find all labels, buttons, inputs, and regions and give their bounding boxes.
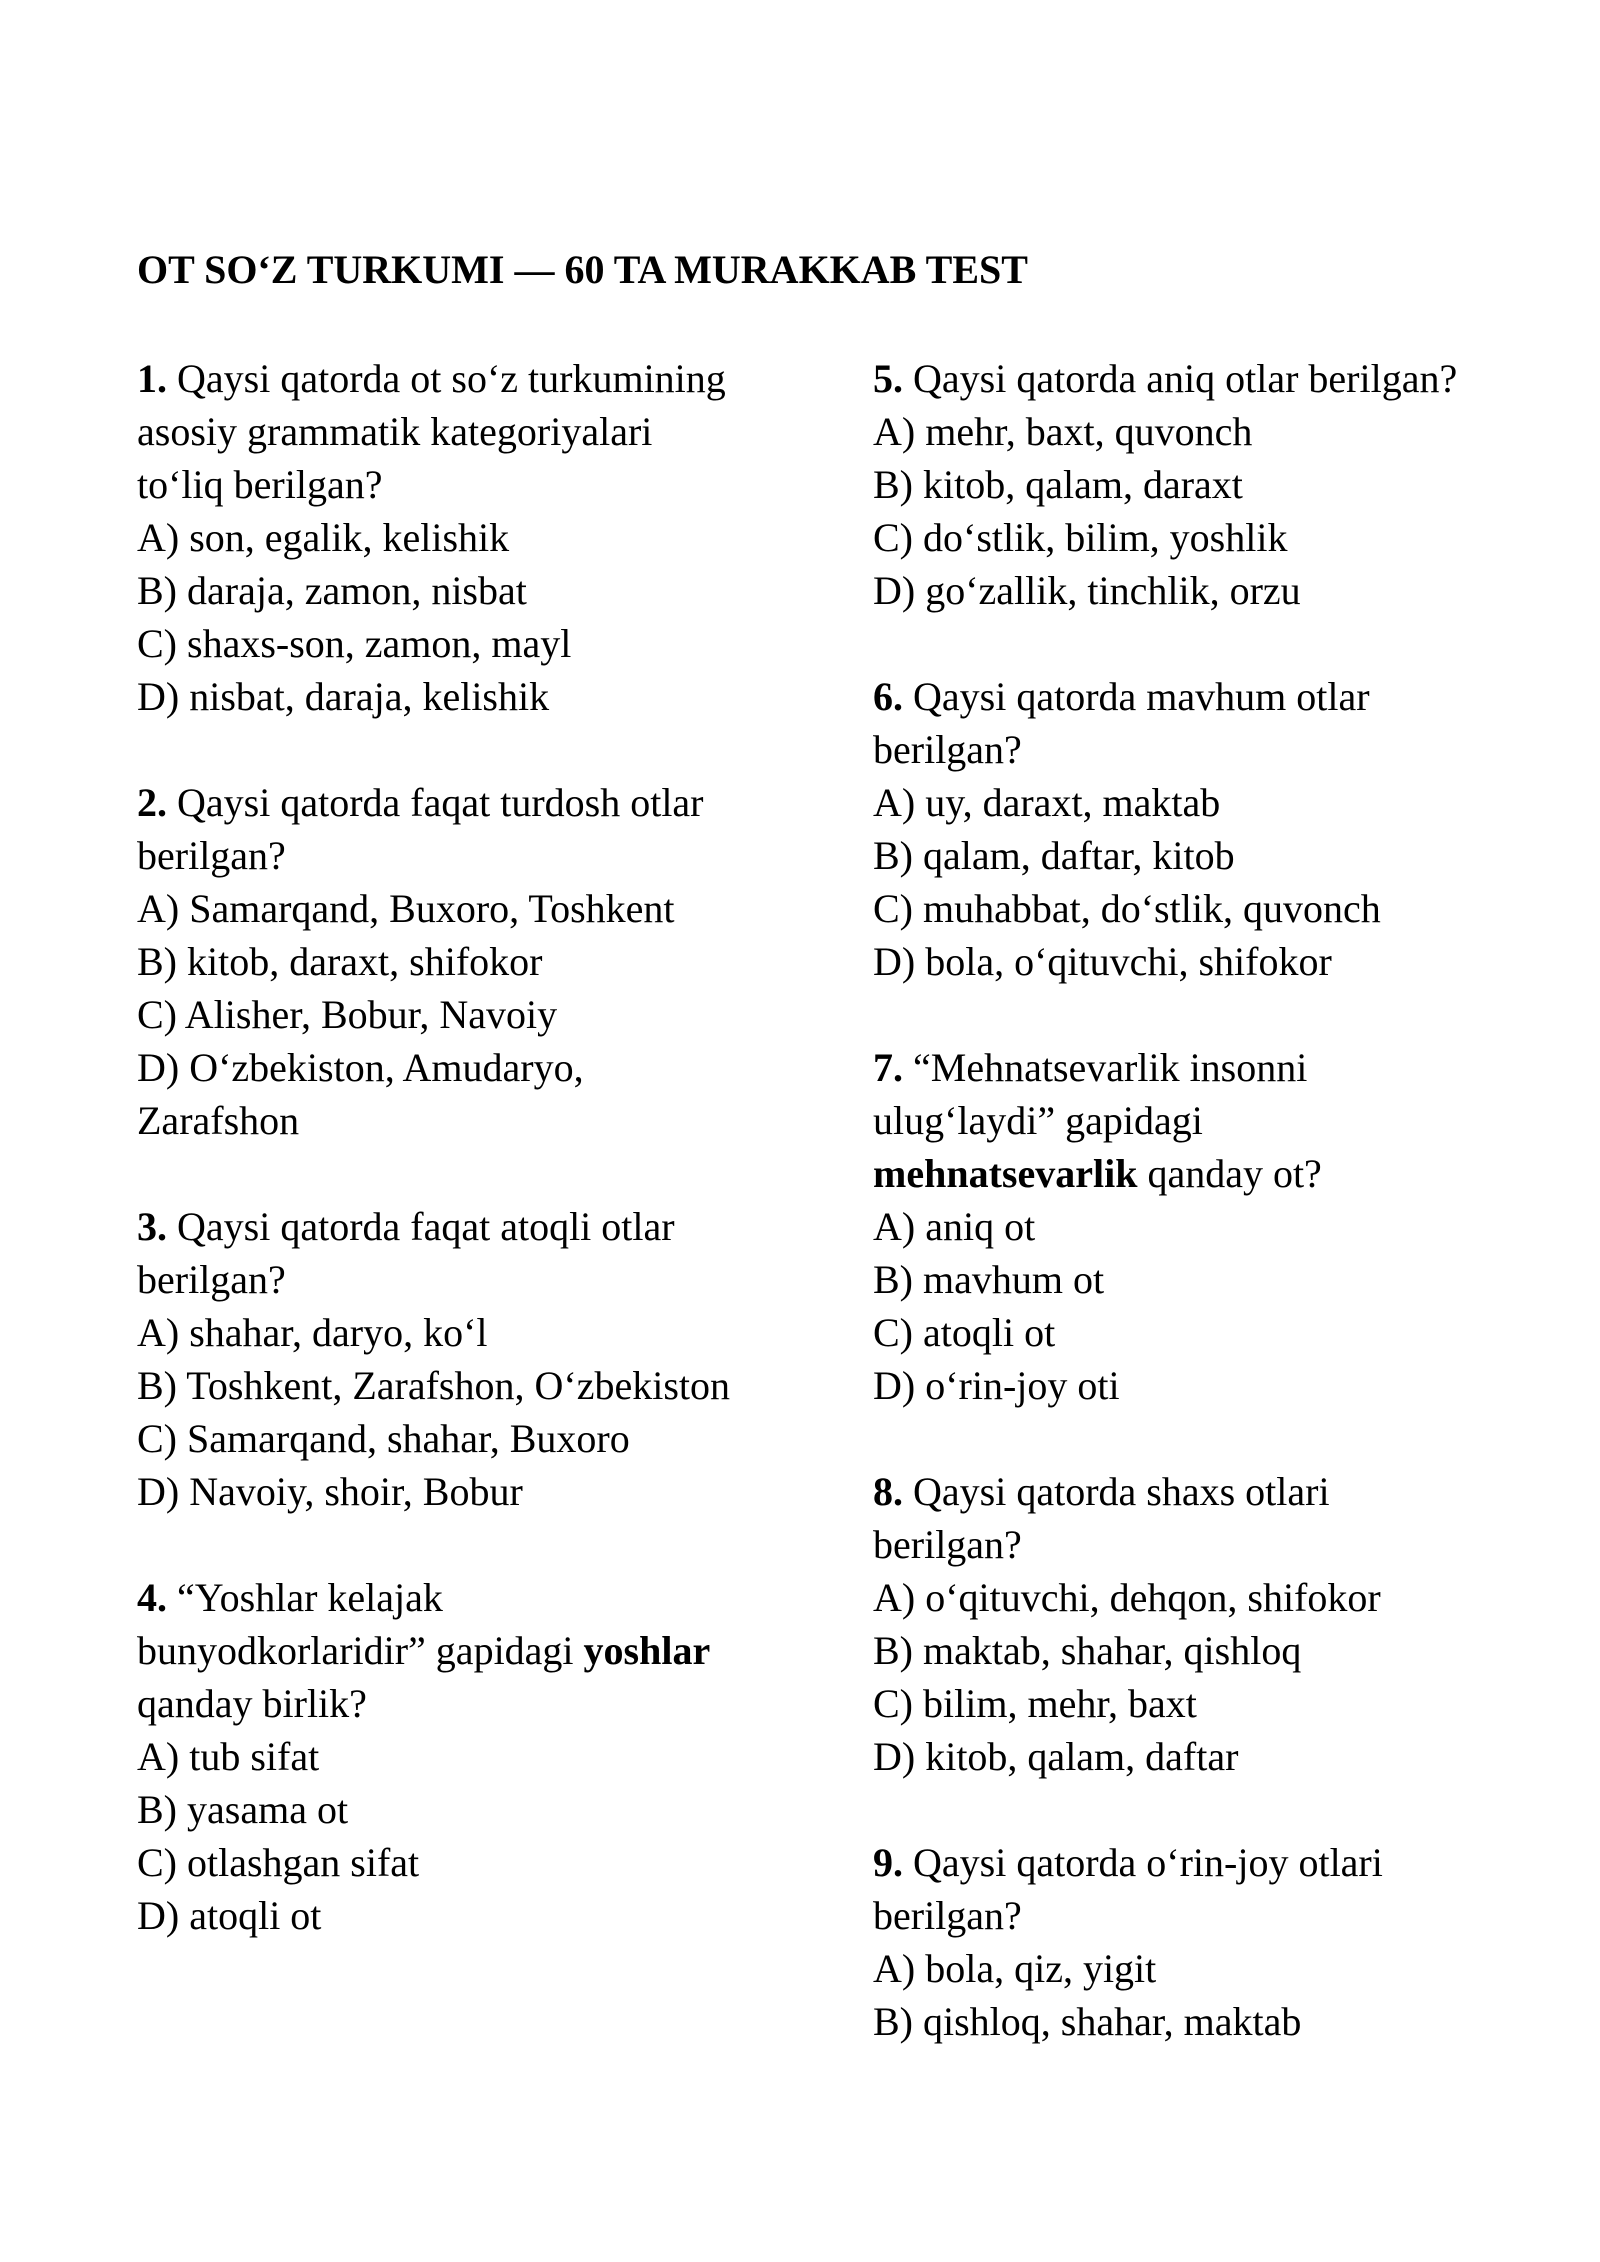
question-number: 5. [873, 356, 903, 401]
highlighted-word: yoshlar [583, 1628, 711, 1673]
question-text: 3. Qaysi qatorda faqat atoqli otlar berilgan? [137, 1204, 675, 1302]
option-a: A) mehr, baxt, quvonch [873, 409, 1253, 454]
option-d: D) go‘zallik, tinchlik, orzu [873, 568, 1301, 613]
option-a: A) aniq ot [873, 1204, 1036, 1249]
option-c: C) atoqli ot [873, 1310, 1056, 1355]
question-6 [873, 670, 1473, 988]
question-5 [873, 352, 1473, 617]
question-text: 1. Qaysi qatorda ot so‘z turkumining asosiy grammatik kategoriyalari to‘liq berilgan? [137, 356, 726, 507]
question-7 [873, 1041, 1473, 1412]
option-c: C) do‘stlik, bilim, yoshlik [873, 515, 1288, 560]
option-c: C) shaxs-son, zamon, mayl [137, 621, 572, 666]
option-c: C) Alisher, Bobur, Navoiy [137, 992, 558, 1037]
highlighted-word: mehnatsevarlik [873, 1151, 1138, 1196]
question-number: 8. [873, 1469, 903, 1514]
question-text: 4. “Yoshlar kelajak bunyodkorlaridir” gapidagi yoshlar qanday birlik? [137, 1575, 711, 1726]
option-a: A) tub sifat [137, 1734, 320, 1779]
option-d: D) bola, o‘qituvchi, shifokor [873, 939, 1332, 984]
option-a: A) Samarqand, Buxoro, Toshkent [137, 886, 675, 931]
option-b: B) Toshkent, Zarafshon, O‘zbekiston [137, 1363, 731, 1408]
question-8 [873, 1465, 1473, 1783]
question-text: 7. “Mehnatsevarlik insonni ulug‘laydi” gapidagi mehnatsevarlik qanday ot? [873, 1045, 1322, 1196]
question-text: 2. Qaysi qatorda faqat turdosh otlar berilgan? [137, 780, 704, 878]
option-b: B) yasama ot [137, 1787, 349, 1832]
option-b: B) qalam, daftar, kitob [873, 833, 1235, 878]
option-d: D) kitob, qalam, daftar [873, 1734, 1239, 1779]
question-number: 2. [137, 780, 167, 825]
option-b: B) maktab, shahar, qishloq [873, 1628, 1302, 1673]
option-d: D) o‘rin-joy oti [873, 1363, 1120, 1408]
option-a: A) o‘qituvchi, dehqon, shifokor [873, 1575, 1381, 1620]
question-text: 6. Qaysi qatorda mavhum otlar berilgan? [873, 674, 1370, 772]
option-d: D) atoqli ot [137, 1893, 322, 1938]
question-text: 9. Qaysi qatorda o‘rin-joy otlari berilgan? [873, 1840, 1383, 1938]
option-a: A) son, egalik, kelishik [137, 515, 510, 560]
option-d: D) nisbat, daraja, kelishik [137, 674, 550, 719]
question-number: 4. [137, 1575, 167, 1620]
question-number: 7. [873, 1045, 903, 1090]
option-b: B) qishloq, shahar, maktab [873, 1999, 1302, 2044]
option-c: C) bilim, mehr, baxt [873, 1681, 1197, 1726]
option-b: B) daraja, zamon, nisbat [137, 568, 527, 613]
question-3 [137, 1200, 737, 1518]
option-a: A) shahar, daryo, ko‘l [137, 1310, 488, 1355]
option-b: B) kitob, daraxt, shifokor [137, 939, 543, 984]
question-number: 3. [137, 1204, 167, 1249]
option-a: A) bola, qiz, yigit [873, 1946, 1157, 1991]
question-2 [137, 776, 737, 1147]
option-c: C) muhabbat, do‘stlik, quvonch [873, 886, 1381, 931]
option-c: C) Samarqand, shahar, Buxoro [137, 1416, 630, 1461]
option-c: C) otlashgan sifat [137, 1840, 420, 1885]
right-column [873, 352, 1473, 2101]
question-text: 5. Qaysi qatorda aniq otlar berilgan? [873, 356, 1458, 401]
option-b: B) kitob, qalam, daraxt [873, 462, 1243, 507]
option-a: A) uy, daraxt, maktab [873, 780, 1221, 825]
question-1 [137, 352, 737, 723]
question-number: 6. [873, 674, 903, 719]
page-title: OT SO‘Z TURKUMI — 60 TA MURAKKAB TEST [137, 247, 1028, 292]
left-column [137, 352, 737, 1995]
option-b: B) mavhum ot [873, 1257, 1105, 1302]
question-number: 1. [137, 356, 167, 401]
option-d: D) Navoiy, shoir, Bobur [137, 1469, 523, 1514]
question-text: 8. Qaysi qatorda shaxs otlari berilgan? [873, 1469, 1330, 1567]
question-9 [873, 1836, 1473, 2048]
question-4 [137, 1571, 737, 1942]
question-number: 9. [873, 1840, 903, 1885]
option-d: D) O‘zbekiston, Amudaryo, Zarafshon [137, 1045, 584, 1143]
